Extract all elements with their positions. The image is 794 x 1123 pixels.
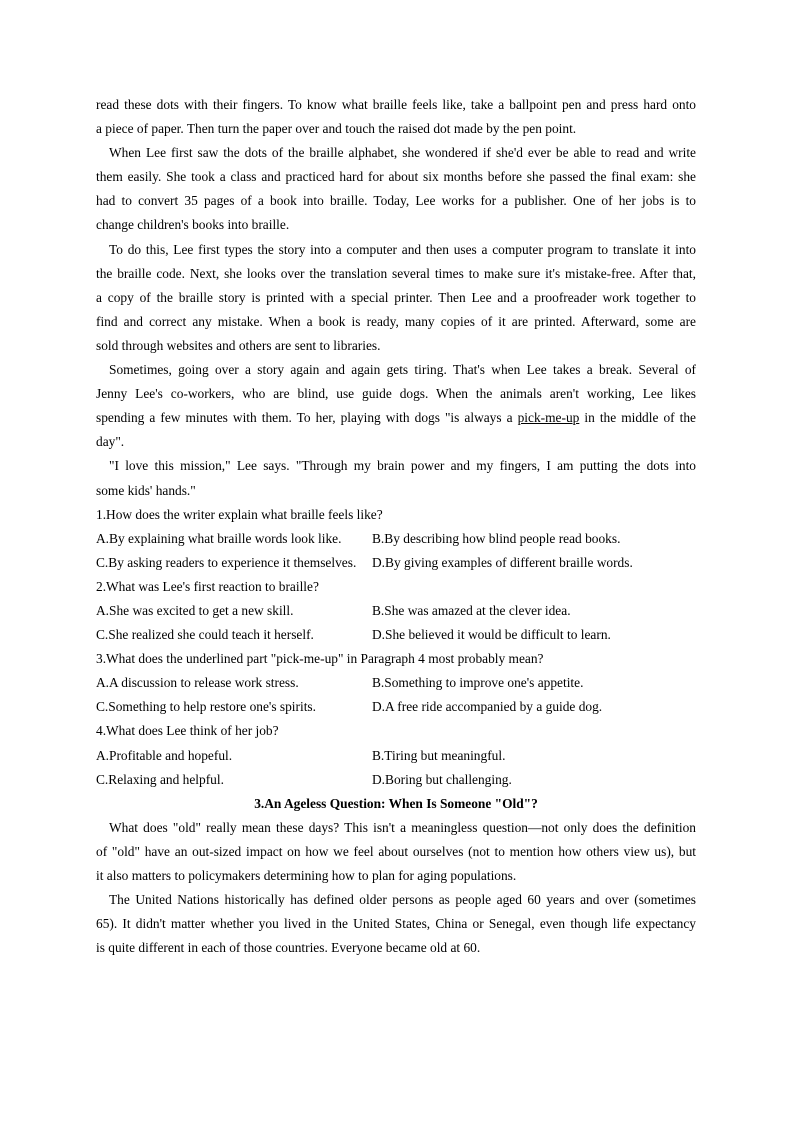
option-row [96, 551, 696, 575]
text-segment: spending a few minutes with them. To her, playing with dogs "is always a [96, 410, 518, 426]
option-row [96, 527, 696, 551]
option-c: C.By asking readers to experience it themselves. [96, 554, 357, 570]
question-stem: 2.What was Lee's first reaction to braille? [96, 578, 319, 594]
paragraph-line: a piece of paper. Then turn the paper over and touch the raised dot made by the pen point. [96, 121, 577, 137]
paragraph-line: some kids' hands." [96, 482, 196, 498]
option-row [96, 744, 696, 768]
option-b: B.By describing how blind people read books. [372, 530, 621, 546]
option-row [96, 623, 696, 647]
paragraph-line: To do this, Lee first types the story into a computer and then uses a computer program to translate it into [109, 241, 696, 257]
paragraph-line: them easily. She took a class and practiced hard for about six months before she passed the final exam: she [96, 169, 696, 185]
passage-title: 3.An Ageless Question: When Is Someone "Old"? [254, 795, 538, 811]
paragraph-line: find and correct any mistake. When a book is ready, many copies of it are printed. Afterward, some are [96, 313, 696, 329]
option-b: B.Something to improve one's appetite. [372, 675, 584, 691]
paragraph-line [96, 406, 696, 430]
paragraph-line: a copy of the braille story is printed with a special printer. Then Lee and a proofreader work together to [96, 289, 696, 305]
paragraph-line: What does "old" really mean these days? This isn't a meaningless question—not only does the definition [109, 819, 696, 835]
option-row [96, 599, 696, 623]
paragraph-line: had to convert 35 pages of a book into braille. Today, Lee works for a publisher. One of her jobs is to [96, 193, 696, 209]
option-d: D.By giving examples of different braille words. [372, 554, 633, 570]
document-page [96, 93, 696, 960]
option-a: A.A discussion to release work stress. [96, 675, 299, 691]
passage-2 [96, 93, 696, 503]
paragraph-line: of "old" have an out-sized impact on how we feel about ourselves (not to mention how others view us), but [96, 843, 696, 859]
option-b: B.Tiring but meaningful. [372, 747, 506, 763]
paragraph-line: the braille code. Next, she looks over the translation several times to make sure it's mistake-free. After that, [96, 265, 696, 281]
question-stem: 4.What does Lee think of her job? [96, 723, 279, 739]
paragraph-line: read these dots with their fingers. To know what braille feels like, take a ballpoint pen and press hard onto [96, 97, 696, 112]
question-stem: 1.How does the writer explain what braille feels like? [96, 506, 383, 522]
paragraph-line: Jenny Lee's co-workers, who are blind, use guide dogs. When the animals aren't working, Lee likes [96, 386, 696, 402]
option-row [96, 695, 696, 719]
option-d: D.A free ride accompanied by a guide dog. [372, 699, 603, 715]
option-a: A.By explaining what braille words look like. [96, 530, 342, 546]
paragraph-line: sold through websites and others are sent to libraries. [96, 337, 381, 353]
paragraph-line: 65). It didn't matter whether you lived in the United States, China or Senegal, even though life expectancy [96, 916, 696, 932]
option-b: B.She was amazed at the clever idea. [372, 602, 571, 618]
underlined-phrase: pick-me-up [517, 410, 580, 426]
option-c: C.Relaxing and helpful. [96, 771, 224, 787]
option-a: A.Profitable and hopeful. [96, 747, 233, 763]
paragraph-line: "I love this mission," Lee says. "Through my brain power and my fingers, I am putting the dots into [109, 458, 696, 474]
paragraph-line: it also matters to policymakers determining how to plan for aging populations. [96, 868, 517, 883]
option-d: D.She believed it would be difficult to learn. [372, 627, 611, 643]
paragraph-line: is quite different in each of those countries. Everyone became old at 60. [96, 940, 481, 956]
paragraph-line: change children's books into braille. [96, 217, 290, 233]
option-a: A.She was excited to get a new skill. [96, 602, 294, 618]
option-row [96, 671, 696, 695]
option-row [96, 768, 696, 792]
option-c: C.Something to help restore one's spirits. [96, 699, 316, 715]
option-d: D.Boring but challenging. [372, 771, 512, 787]
option-c: C.She realized she could teach it herself. [96, 627, 314, 643]
paragraph-line: When Lee first saw the dots of the braille alphabet, she wondered if she'd ever be able to read and write [109, 145, 696, 161]
paragraph-line: day". [96, 434, 125, 450]
question-block [96, 503, 696, 792]
paragraph-line: Sometimes, going over a story again and again gets tiring. That's when Lee takes a break. Several of [109, 362, 696, 378]
text-segment: in the middle of the [579, 410, 697, 426]
passage-3 [96, 792, 696, 961]
question-stem: 3.What does the underlined part "pick-me-up" in Paragraph 4 most probably mean? [96, 651, 544, 667]
paragraph-line: The United Nations historically has defined older persons as people aged 60 years and over (sometimes [109, 892, 696, 908]
